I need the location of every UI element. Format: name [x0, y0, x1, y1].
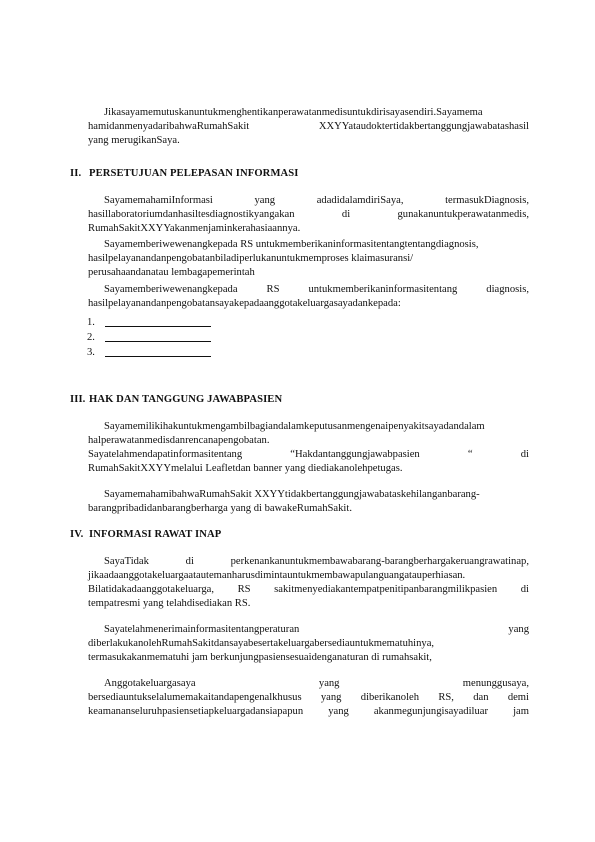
text-segment: sakitmenyediakantempatpenitipanbarangmilikpasien [274, 584, 498, 595]
text-segment: Anggotakeluargasaya [104, 678, 196, 689]
text-segment: menunggusaya, [462, 678, 529, 689]
text-segment: RS, [438, 692, 454, 703]
text-segment: Sayatelahmendapatinformasitentang [88, 449, 243, 460]
text-segment: “Hakdantanggungjawabpasien [290, 449, 420, 460]
text-segment: di [185, 556, 194, 567]
s2-p1-line-3: RumahSakitXXYYakanmenjaminkerahasiaannya. [88, 223, 301, 234]
intro-line-3: yang merugikanSaya. [88, 135, 180, 146]
s3-p3-line-2: barangpribadidanbarangberharga yang di bawakeRumahSakit. [88, 503, 352, 514]
section-heading-4 [70, 529, 221, 540]
text-segment: yang [318, 678, 340, 689]
list-item [87, 346, 211, 361]
s3-p1-line-2: halperawatanmedisdanrencanapengobatan. [88, 435, 270, 446]
s3-p1-line-1: Sayamemilikihakuntukmengambilbagiandalamkeputusanmengenaipenyakitsayadandalam [104, 421, 485, 432]
s2-p2-line-2: hasilpelayanandanpengobatanbiladiperlukanuntukmemproses klaimasuransi/ [88, 253, 414, 264]
s2-p2-line-3: perusahaandanatau lembagapemerintah [88, 267, 255, 278]
text-segment: RS [266, 284, 280, 295]
text-segment: yang [508, 624, 529, 635]
s4-p1-line-2: jikaadaanggotakeluargaatautemanharusdimintauntukmembawapulanguangatauperhiasan. [88, 570, 466, 581]
section-number: IV. [70, 529, 84, 540]
text-segment: di [341, 209, 351, 220]
section-number: III. [70, 394, 86, 405]
text-segment: perkenankanuntukmembawabarang-barangberhargakeruangrawatinap, [230, 556, 529, 567]
text-segment: RS [237, 584, 251, 595]
text-segment: keamananseluruhpasiensetiapkeluargadansiapapun [88, 706, 304, 717]
list-number: 3. [87, 347, 95, 358]
intro-line-2 [88, 120, 529, 133]
s4-p2-line-3: termasukakanmematuhi jam berkunjungpasiensesuaidenganaturan di rumahsakit, [88, 652, 432, 663]
text-segment: “ [467, 449, 473, 460]
list-item [87, 331, 211, 346]
s4-p1-line-1 [104, 555, 529, 568]
text-segment: untukmemberikaninformasitentang [308, 284, 458, 295]
text-segment: bersediauntukselalumemakaitandapengenalkhusus [88, 692, 302, 703]
section-title: PERSETUJUAN PELEPASAN INFORMASI [89, 168, 299, 179]
s4-p2-line-1 [104, 623, 529, 636]
text-segment: Sayatelahmenerimainformasitentangperaturan [104, 624, 300, 635]
text-segment: yang [328, 706, 349, 717]
s3-p2-line-2: RumahSakitXXYYmelalui Leafletdan banner yang diediakanolehpetugas. [88, 463, 403, 474]
text-segment: adadidalamdiriSaya, [316, 195, 404, 206]
s4-p3-line-2 [88, 691, 529, 704]
section-number: II. [70, 168, 82, 179]
intro-line-1: Jikasayamemutuskanuntukmenghentikanperawatanmedisuntukdirisayasendiri.Sayamema [104, 107, 483, 118]
text-segment: Sayamemberiwewenangkepada [104, 284, 238, 295]
text-segment: SayamemahamiInformasi [104, 195, 213, 206]
s4-p3-line-3 [88, 705, 529, 718]
text-segment: dan [473, 692, 489, 703]
s3-p3-line-1: SayamemahamibahwaRumahSakit XXYYtidakbertanggungjawabataskehilanganbarang- [104, 489, 480, 500]
text-segment: Bilatidakadaanggotakeluarga, [88, 584, 214, 595]
section-heading-3 [70, 394, 282, 405]
text-segment: di [520, 449, 529, 460]
fill-in-blank[interactable] [105, 316, 211, 327]
fill-in-blank[interactable] [105, 346, 211, 357]
text-segment: yang [320, 692, 342, 703]
s2-p2-line-1: Sayamemberiwewenangkepada RS untukmemberikaninformasitentangtentangdiagnosis, [104, 239, 479, 250]
s4-p1-line-3 [88, 583, 529, 596]
text-segment: gunakanuntukperawatanmedis, [397, 209, 529, 220]
text-segment: hamidanmenyadaribahwaRumahSakit [88, 121, 250, 132]
s4-p3-line-1 [104, 677, 529, 690]
s3-p2-line-1 [88, 448, 529, 461]
text-segment: di [520, 584, 529, 595]
section-heading-2 [70, 168, 299, 179]
s4-p2-line-2: diberlakukanolehRumahSakitdansayabesertakeluargabersediauntukmematuhinya, [88, 638, 435, 649]
s4-p1-line-4: tempatresmi yang telahdisediakan RS. [88, 598, 251, 609]
section-title: HAK DAN TANGGUNG JAWABPASIEN [89, 394, 283, 405]
text-segment: jam [513, 706, 529, 717]
s2-p1-line-2 [88, 208, 529, 221]
fill-in-blank[interactable] [105, 331, 211, 342]
text-segment: hasillaboratoriumdanhasiltesdiagnostikyangakan [88, 209, 295, 220]
numbered-blank-list [87, 316, 211, 361]
text-segment: yang [254, 195, 276, 206]
text-segment: termasukDiagnosis, [445, 195, 529, 206]
s2-p3-line-2: hasilpelayanandanpengobatansayakepadaanggotakeluargasayadankepada: [88, 298, 401, 309]
list-number: 1. [87, 317, 95, 328]
text-segment: SayaTidak [104, 556, 149, 567]
s2-p3-line-1 [104, 283, 529, 296]
text-segment: demi [507, 692, 529, 703]
list-number: 2. [87, 332, 95, 343]
list-item [87, 316, 211, 331]
text-segment: akanmegunjungisayadiluar [373, 706, 489, 717]
text-segment: diberikanoleh [360, 692, 420, 703]
text-segment: diagnosis, [486, 284, 529, 295]
section-title: INFORMASI RAWAT INAP [89, 529, 222, 540]
s2-p1-line-1 [104, 194, 529, 207]
text-segment: XXYYataudoktertidakbertanggungjawabatashasil [318, 121, 529, 132]
